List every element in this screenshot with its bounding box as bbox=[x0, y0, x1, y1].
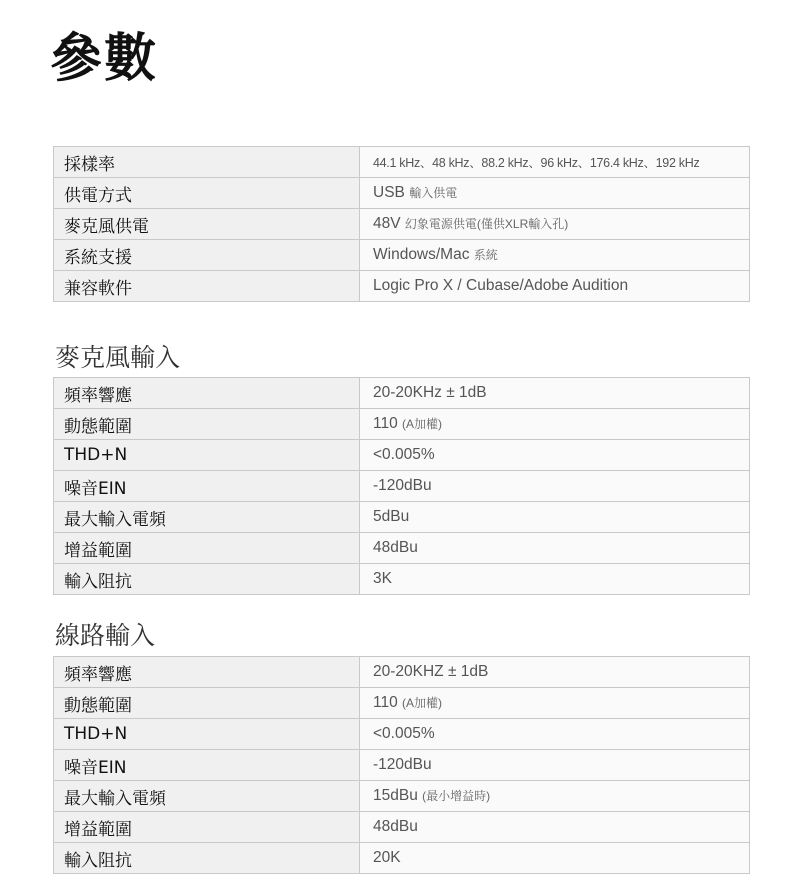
spec-value-text: 3K bbox=[373, 570, 392, 587]
spec-label: 最大輸入電頻 bbox=[54, 781, 360, 812]
table-row bbox=[54, 378, 750, 409]
spec-value bbox=[360, 271, 750, 302]
spec-value-text: 20K bbox=[373, 849, 401, 866]
spec-value bbox=[360, 533, 750, 564]
table-row bbox=[54, 209, 750, 240]
spec-label: 動態範圍 bbox=[54, 688, 360, 719]
spec-label: 最大輸入電頻 bbox=[54, 502, 360, 533]
spec-label: 麥克風供電 bbox=[54, 209, 360, 240]
spec-value-text: 20-20KHZ ± 1dB bbox=[373, 663, 489, 680]
table-row bbox=[54, 688, 750, 719]
spec-value bbox=[360, 688, 750, 719]
table-row bbox=[54, 147, 750, 178]
spec-value-text: 44.1 kHz、48 kHz、88.2 kHz、96 kHz、176.4 kHz、192 kHz bbox=[373, 156, 700, 170]
spec-label: THD+N bbox=[54, 719, 360, 750]
table-row bbox=[54, 812, 750, 843]
spec-value-text: Windows/Mac bbox=[373, 246, 470, 263]
table-row bbox=[54, 409, 750, 440]
spec-label: 供電方式 bbox=[54, 178, 360, 209]
spec-value bbox=[360, 240, 750, 271]
spec-value-text: 15dBu bbox=[373, 787, 418, 804]
spec-label: 動態範圍 bbox=[54, 409, 360, 440]
spec-value-text: -120dBu bbox=[373, 477, 432, 494]
table-row bbox=[54, 750, 750, 781]
section-title-mic-input: 麥克風輸入 bbox=[55, 343, 181, 372]
section-title-line-input: 線路輸入 bbox=[55, 621, 156, 650]
table-row bbox=[54, 533, 750, 564]
spec-label: 頻率響應 bbox=[54, 657, 360, 688]
spec-value bbox=[360, 409, 750, 440]
spec-value bbox=[360, 440, 750, 471]
spec-label: 噪音EIN bbox=[54, 750, 360, 781]
table-row bbox=[54, 781, 750, 812]
spec-label: THD+N bbox=[54, 440, 360, 471]
spec-value bbox=[360, 147, 750, 178]
spec-value-text: 48dBu bbox=[373, 539, 418, 556]
spec-value bbox=[360, 209, 750, 240]
spec-label: 頻率響應 bbox=[54, 378, 360, 409]
mic-input-spec-table bbox=[53, 377, 750, 595]
table-row bbox=[54, 240, 750, 271]
spec-value-text: 20-20KHz ± 1dB bbox=[373, 384, 487, 401]
spec-value-note: (最小增益時) bbox=[422, 789, 491, 803]
spec-value bbox=[360, 378, 750, 409]
line-input-spec-table bbox=[53, 656, 750, 874]
spec-label: 系統支援 bbox=[54, 240, 360, 271]
spec-value-text: 110 bbox=[373, 694, 398, 711]
table-row bbox=[54, 471, 750, 502]
spec-value bbox=[360, 564, 750, 595]
spec-label: 增益範圍 bbox=[54, 812, 360, 843]
table-row bbox=[54, 271, 750, 302]
spec-value-text: <0.005% bbox=[373, 725, 435, 742]
spec-value-text: 110 bbox=[373, 415, 398, 432]
spec-value-text: <0.005% bbox=[373, 446, 435, 463]
table-row bbox=[54, 564, 750, 595]
table-row bbox=[54, 502, 750, 533]
spec-value bbox=[360, 750, 750, 781]
table-row bbox=[54, 719, 750, 750]
spec-label: 增益範圍 bbox=[54, 533, 360, 564]
spec-value bbox=[360, 843, 750, 874]
spec-label: 輸入阻抗 bbox=[54, 564, 360, 595]
spec-label: 兼容軟件 bbox=[54, 271, 360, 302]
general-spec-table bbox=[53, 146, 750, 302]
spec-value-note: 幻象電源供電(僅供XLR輸入孔) bbox=[404, 217, 569, 231]
spec-label: 採樣率 bbox=[54, 147, 360, 178]
table-row bbox=[54, 440, 750, 471]
spec-value-text: -120dBu bbox=[373, 756, 432, 773]
spec-value-text: USB bbox=[373, 184, 405, 201]
spec-value bbox=[360, 178, 750, 209]
spec-value-note: 系統 bbox=[473, 248, 498, 262]
table-row bbox=[54, 657, 750, 688]
spec-value-text: 5dBu bbox=[373, 508, 410, 525]
spec-value-text: 48V bbox=[373, 215, 401, 232]
spec-value-note: (A加權) bbox=[402, 696, 443, 710]
spec-value bbox=[360, 502, 750, 533]
table-row bbox=[54, 843, 750, 874]
spec-value bbox=[360, 719, 750, 750]
spec-label: 輸入阻抗 bbox=[54, 843, 360, 874]
spec-value-note: 輸入供電 bbox=[409, 186, 458, 200]
spec-value-text: 48dBu bbox=[373, 818, 418, 835]
spec-value bbox=[360, 781, 750, 812]
spec-value-text: Logic Pro X / Cubase/Adobe Audition bbox=[373, 277, 629, 294]
table-row bbox=[54, 178, 750, 209]
spec-value bbox=[360, 812, 750, 843]
page-title: 參數 bbox=[50, 29, 159, 89]
spec-label: 噪音EIN bbox=[54, 471, 360, 502]
spec-value bbox=[360, 471, 750, 502]
spec-value-note: (A加權) bbox=[402, 417, 443, 431]
spec-value bbox=[360, 657, 750, 688]
